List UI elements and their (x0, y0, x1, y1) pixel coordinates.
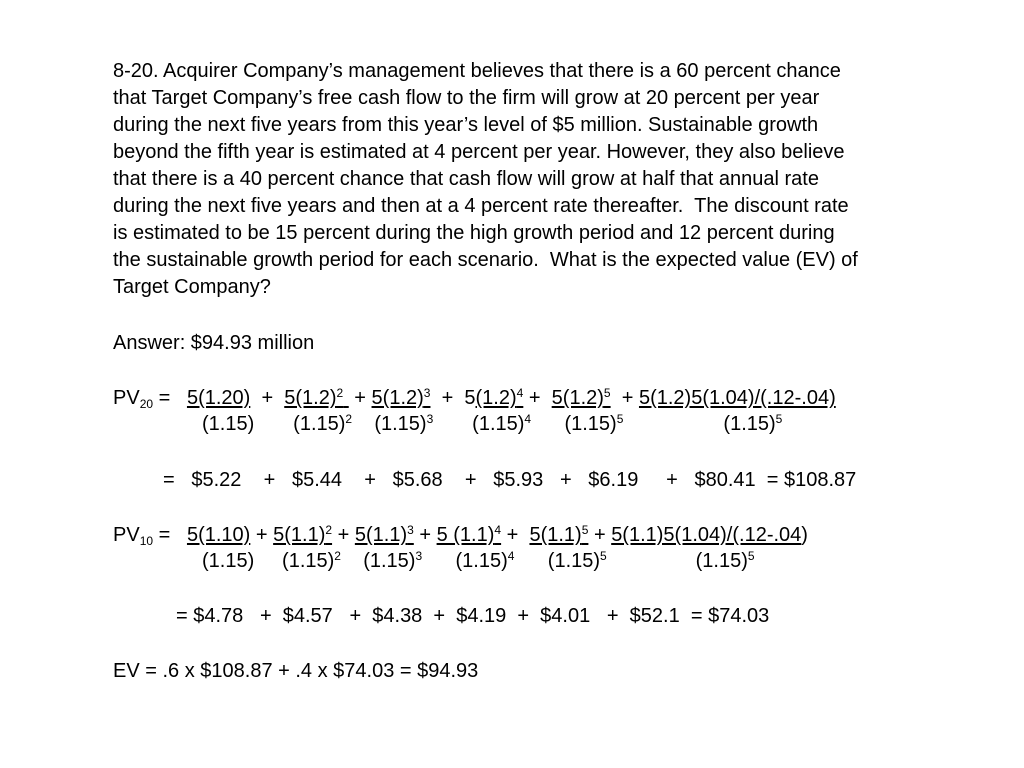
pv20-term-3: $5(1.2)^3$ (371, 386, 431, 409)
pv10-term-1: 5(1.10) (186, 524, 251, 546)
problem-line-5: that there is a 40 percent chance that cash flow will grow at half that annual rate (113, 168, 819, 190)
problem-line-7: is estimated to be 15 percent during the high growth period and 12 percent during (113, 222, 835, 244)
problem-line-2: that Target Company’s free cash flow to the firm will grow at 20 percent per year (113, 87, 820, 109)
problem-line-8: the sustainable growth period for each scenario. What is the expected value (EV) of (113, 249, 858, 271)
pv10-term-5: $5(1.1)^5$ (529, 523, 589, 546)
problem-line-1: 8-20. Acquirer Company’s management believes that there is a 60 percent chance (113, 60, 841, 82)
answer-line: Answer: $94.93 million (113, 332, 315, 354)
pv10-term-2: $5(1.1)^2$ (273, 523, 333, 546)
pv20-denominator-row: (1.15) $(1.15)^2$ $(1.15)^3$ $(1.15)^4$ $(1.15)^5$ $(1.15)^5$ (202, 412, 783, 435)
pv20-term-5: $5(1.2)^5$ (551, 386, 611, 409)
pv20-term-2: $5(1.2)^2$ (284, 386, 344, 409)
pv20-term-1: 5(1.20) (186, 387, 251, 409)
ev-line: EV = .6 x $108.87 + .4 x $74.03 = $94.93 (113, 660, 479, 682)
problem-line-9: Target Company? (113, 276, 271, 298)
pv10-subscript: 10 (139, 534, 154, 548)
pv10-numerator-row: $PV_{10} = 5(1.10) + 5(1.1)^2 + 5(1.1)^3 + 5$ $(1.1)^4 + 5(1.1)^5 + 5(1.1)5(1.04)/(.12-.04)$ (113, 523, 808, 548)
pv20-numerator-row: $PV_{20} = 5(1.20) + 5(1.2)^2 + 5(1.2)^3 + 5(1.2)^4 + 5(1.2)^5 + 5(1.2)5(1.04)/(.12-.04)$ (113, 386, 836, 411)
pv20-result: = $5.22 + $5.44 + $5.68 + $5.93 + $6.19 + $80.41 = $108.87 (163, 469, 857, 491)
problem-line-6: during the next five years and then at a 4 percent rate thereafter. The discount rate (113, 195, 849, 217)
pv20-label: PV (113, 387, 140, 409)
pv10-term-3: $5(1.1)^3$ (354, 523, 414, 546)
problem-line-3: during the next five years from this year’s level of $5 million. Sustainable growth (113, 114, 819, 136)
pv10-term-4: 5 $(1.1)^4$ (436, 523, 502, 546)
pv10-result: = $4.78 + $4.57 + $4.38 + $4.19 + $4.01 + $52.1 = $74.03 (176, 605, 770, 627)
pv20-term-6: 5(1.2)5(1.04)/(.12-.04) (638, 387, 836, 409)
pv20-term-4: $(1.2)^4$ (475, 386, 524, 409)
pv10-label: PV (113, 524, 140, 546)
problem-line-4: beyond the fifth year is estimated at 4 percent per year. However, they also believe (113, 141, 845, 163)
pv20-subscript: 20 (139, 397, 154, 411)
pv10-term-6: 5(1.1)5(1.04)/(.12-.04 (611, 524, 802, 546)
pv10-denominator-row: (1.15) $(1.15)^2$ $(1.15)^3$ $(1.15)^4$ $(1.15)^5$ $(1.15)^5$ (202, 549, 755, 572)
